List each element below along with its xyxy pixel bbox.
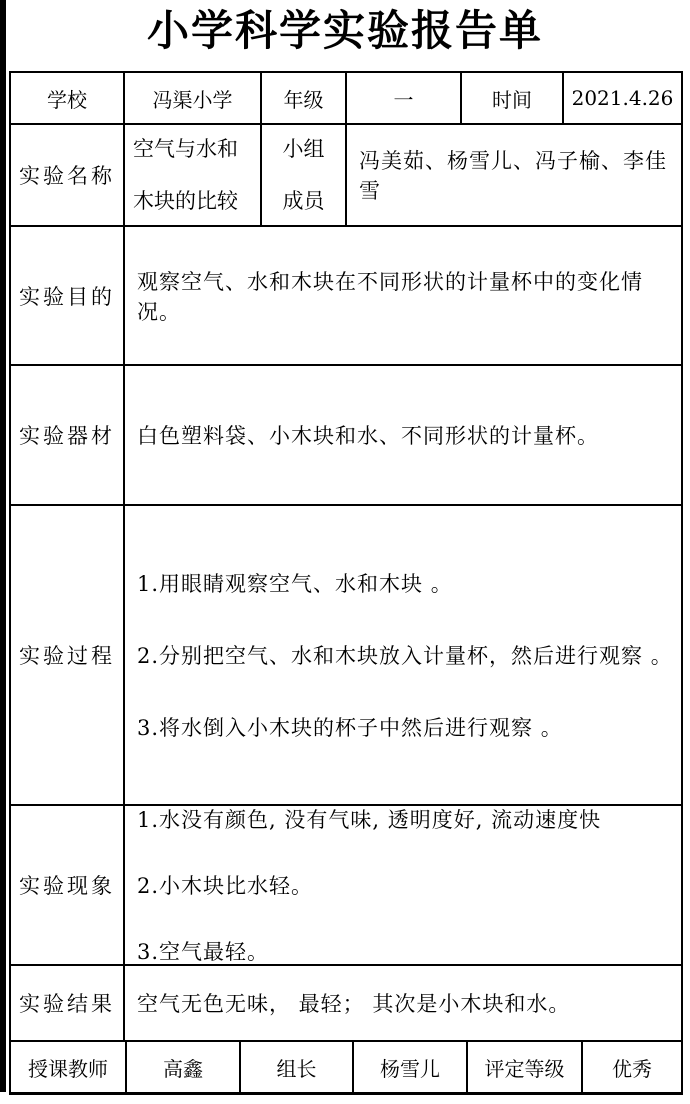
process-step: 1.用眼睛观察空气、水和木块 。	[137, 572, 453, 596]
phenomena-label: 实验现象	[19, 874, 115, 898]
time-label: 时间	[460, 73, 562, 123]
rating-label: 评定等级	[466, 1042, 581, 1092]
teacher-label: 授课教师	[28, 1056, 108, 1081]
group-members-value: 冯美茹、杨雪儿、冯子榆、李佳雪	[345, 125, 681, 225]
materials-row	[11, 364, 681, 504]
grade-label: 年级	[260, 73, 345, 123]
process-row	[11, 504, 681, 804]
phenomena-item: 1.水没有颜色, 没有气味, 透明度好, 流动速度快	[137, 808, 602, 832]
rating-value: 优秀	[581, 1042, 681, 1092]
result-row	[11, 964, 681, 1040]
group-label-line2: 成员	[282, 189, 325, 213]
experiment-report-table	[9, 71, 683, 1095]
process-step: 2.分别把空气、水和木块放入计量杯，然后进行观察 。	[137, 644, 673, 668]
school-value: 冯渠小学	[123, 73, 260, 123]
experiment-name-row	[11, 123, 681, 225]
scan-edge-bar	[0, 0, 6, 1092]
phenomena-item: 2.小木块比水轻。	[137, 874, 314, 898]
experiment-name-line2: 木块的比较	[133, 189, 238, 213]
group-label-line1: 小组	[282, 137, 325, 161]
leader-value: 杨雪儿	[352, 1042, 466, 1092]
school-label: 学校	[47, 87, 87, 112]
footer-row	[11, 1040, 681, 1092]
process-step: 3.将水倒入小木块的杯子中然后进行观察 。	[137, 716, 563, 740]
materials-label: 实验器材	[19, 424, 115, 448]
grade-value: 一	[345, 73, 460, 123]
purpose-label: 实验目的	[19, 284, 115, 309]
teacher-value: 高鑫	[125, 1042, 239, 1092]
result-label: 实验结果	[19, 992, 115, 1016]
purpose-content: 观察空气、水和木块在不同形状的计量杯中的变化情况。	[123, 227, 681, 364]
result-content: 空气无色无味， 最轻； 其次是小木块和水。	[123, 966, 681, 1040]
phenomena-item: 3.空气最轻。	[137, 940, 270, 964]
header-row	[11, 73, 681, 123]
phenomena-items	[123, 806, 681, 964]
experiment-name-label: 实验名称	[19, 164, 115, 188]
experiment-name-line1: 空气与水和	[133, 137, 238, 161]
page-title: 小学科学实验报告单	[146, 6, 543, 55]
phenomena-row	[11, 804, 681, 964]
process-label: 实验过程	[19, 644, 115, 668]
group-members-label	[260, 125, 345, 225]
purpose-row	[11, 225, 681, 364]
time-value: 2021.4.26	[562, 73, 681, 123]
experiment-name-value	[123, 125, 260, 225]
process-steps	[123, 506, 681, 804]
materials-content: 白色塑料袋、小木块和水、不同形状的计量杯。	[123, 366, 681, 504]
leader-label: 组长	[239, 1042, 352, 1092]
